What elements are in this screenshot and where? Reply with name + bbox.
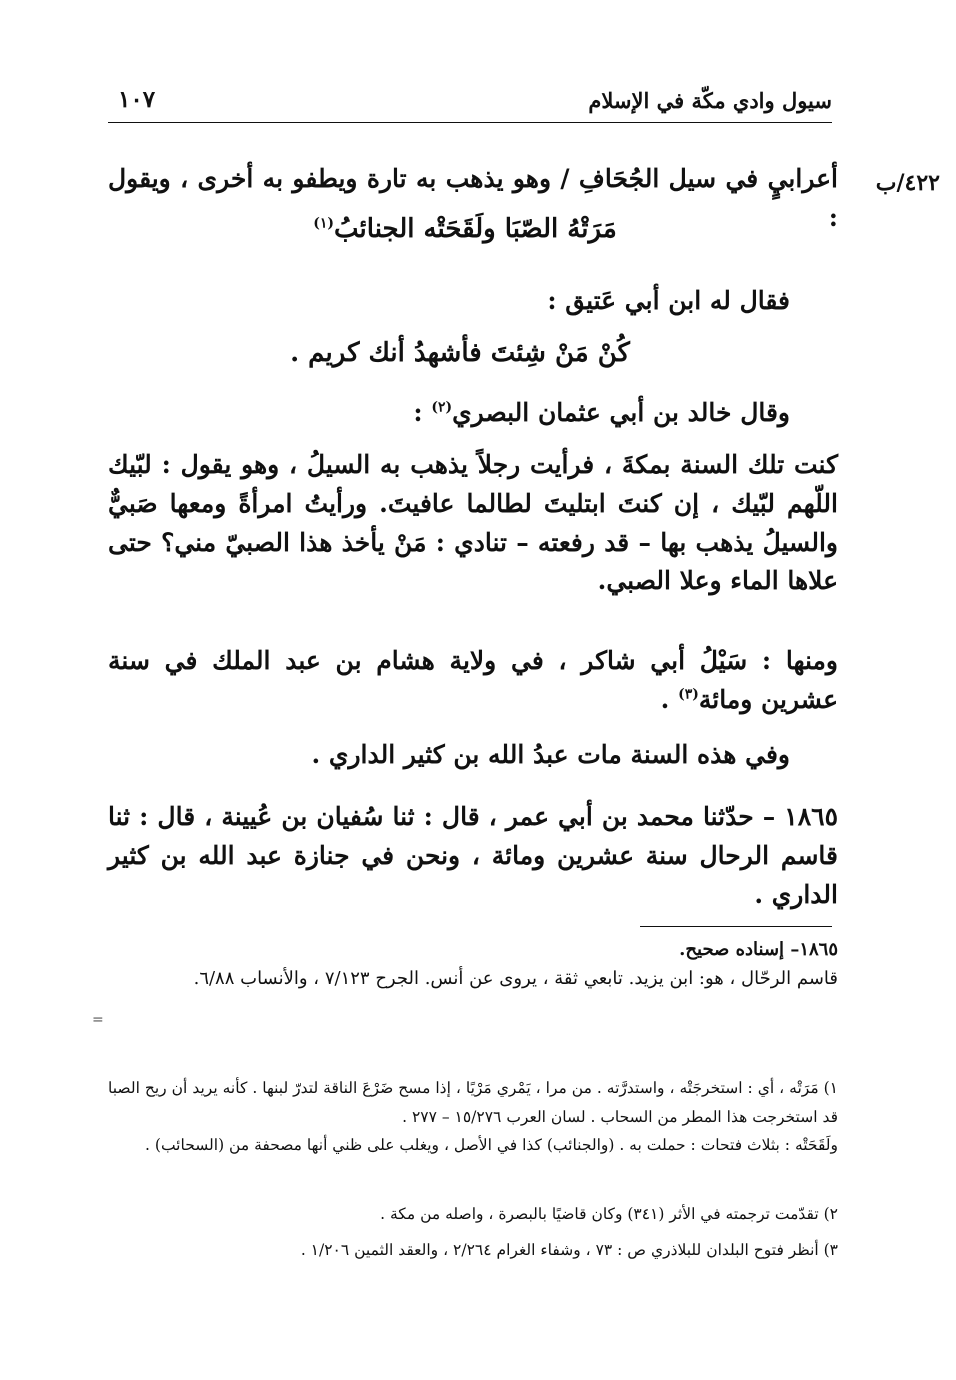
paragraph-2 [108,642,838,720]
footnote-3-text: ٣) أنظر فتوح البلدان للبلاذري ص : ٧٣ ، وشفاء الغرام ٢/٢٦٤ ، والعقد الثمين ١/٢٠٦ . [300,1241,838,1259]
verse-2-text: كُنْ مَنْ شِئتَ فأشهدُ أنك كريم . [290,338,630,368]
footnote-3 [108,1236,838,1265]
footnote-ref-1: (١) [313,215,335,232]
footnote-ref-2: (٢) [431,399,453,416]
footnote-1-text-b: ولَقَحَتْه : بثلاث فتحات : حملت به . (والجنائب) كذا في الأصل ، ويغلب على ظني أنها مصحفة من (السحائب) . [145,1136,838,1155]
footnote-1865-number: ١٨٦٥– [790,939,838,960]
footnote-1865-title: إسناده صحيح. [679,939,791,960]
footnote-1-text-a: ١) مَرَتْه ، أي : استخرجَتْه ، واستدرَّته . من مرا ، يَمْري مَرْيًا ، إذا مسح ضَرْعَ الناقة لتدرّ لبنها . كأنه يريد أن ريح الصبا قد استخرجت هذا المطر من السحاب . لسان العرب ١٥/٢٧٦ – ٢٧٧ . [108,1079,838,1126]
footnote-1865 [108,936,838,994]
footnote-2-text: ٢) تقدّمت ترجمته في الأثر (٣٤١) وكان قاضيًا بالبصرة ، واصله من مكة . [380,1205,838,1223]
line-3-colon: : [413,398,432,427]
page-header [108,78,832,123]
paragraph-1 [108,446,838,601]
page-number: ١٠٧ [118,86,156,113]
footnote-separator [640,926,832,927]
footnote-2 [108,1200,838,1229]
footnote-1 [108,1074,838,1160]
paragraph-3-text: وفي هذه السنة مات عبدُ الله بن كثير الداري . [311,740,790,769]
running-title: سيول وادي مكّة في الإسلام [588,88,832,113]
footnote-1865-text: قاسم الرحّال ، هو: ابن يزيد. تابعي ثقة ، يروى عن أنس. الجرح ٧/١٢٣ ، والأنساب ٦/٨٨. [193,967,838,989]
paragraph-2-text: ومنها : سَيْلُ أبي شاكر ، في ولاية هشام بن عبد الملك في سنة عشرين ومائة [108,646,838,714]
line-3-text: وقال خالد بن أبي عثمان البصري [452,398,790,427]
body-line-3 [300,394,790,433]
footnote-ref-3: (٣) [678,686,699,703]
paragraph-1-text: كنت تلك السنة بمكةَ ، فرأيت رجلاً يذهب به السيلُ ، وهو يقول : لبّيك اللّهم لبّيك ، إن كنتَ ابتليتَ لطالما عافيتَ. ورأيتُ امرأةً ومعها صَبيٌّ والسيلُ يذهب بها – قد رفعته – تنادي : مَنْ يأخذ هذا الصبيّ مني؟ حتى علاها الماء وعلا الصبي. [108,450,838,596]
body-line-2 [300,282,790,321]
verse-1-text: مَرَتْهُ الصّبَا ولَقَحَتْه الجنائبُ [334,214,617,244]
margin-dash-mark: = [92,1012,104,1028]
paragraph-4-text: ١٨٦٥ – حدّثنا محمد بن أبي عمر ، قال : ثنا سُفيان بن عُيينة ، قال : ثنا قاسم الرحال سنة عشرين ومائة ، ونحن في جنازة عبد الله بن كثير الداري . [108,802,838,909]
verse-2 [290,338,630,368]
line-2-text: فقال له ابن أبي عَتيق : [547,286,790,315]
paragraph-3 [300,736,790,775]
paragraph-2-period: . [660,684,679,714]
margin-folio-note: ٤٢٢/ب [875,170,940,196]
line-1-text: أعرابيٍ في سيل الجُحَافِ / وهو يذهب به تارة ويطفو به أخرى ، ويقول : [108,164,838,232]
verse-1 [300,214,630,244]
paragraph-4 [108,798,838,914]
